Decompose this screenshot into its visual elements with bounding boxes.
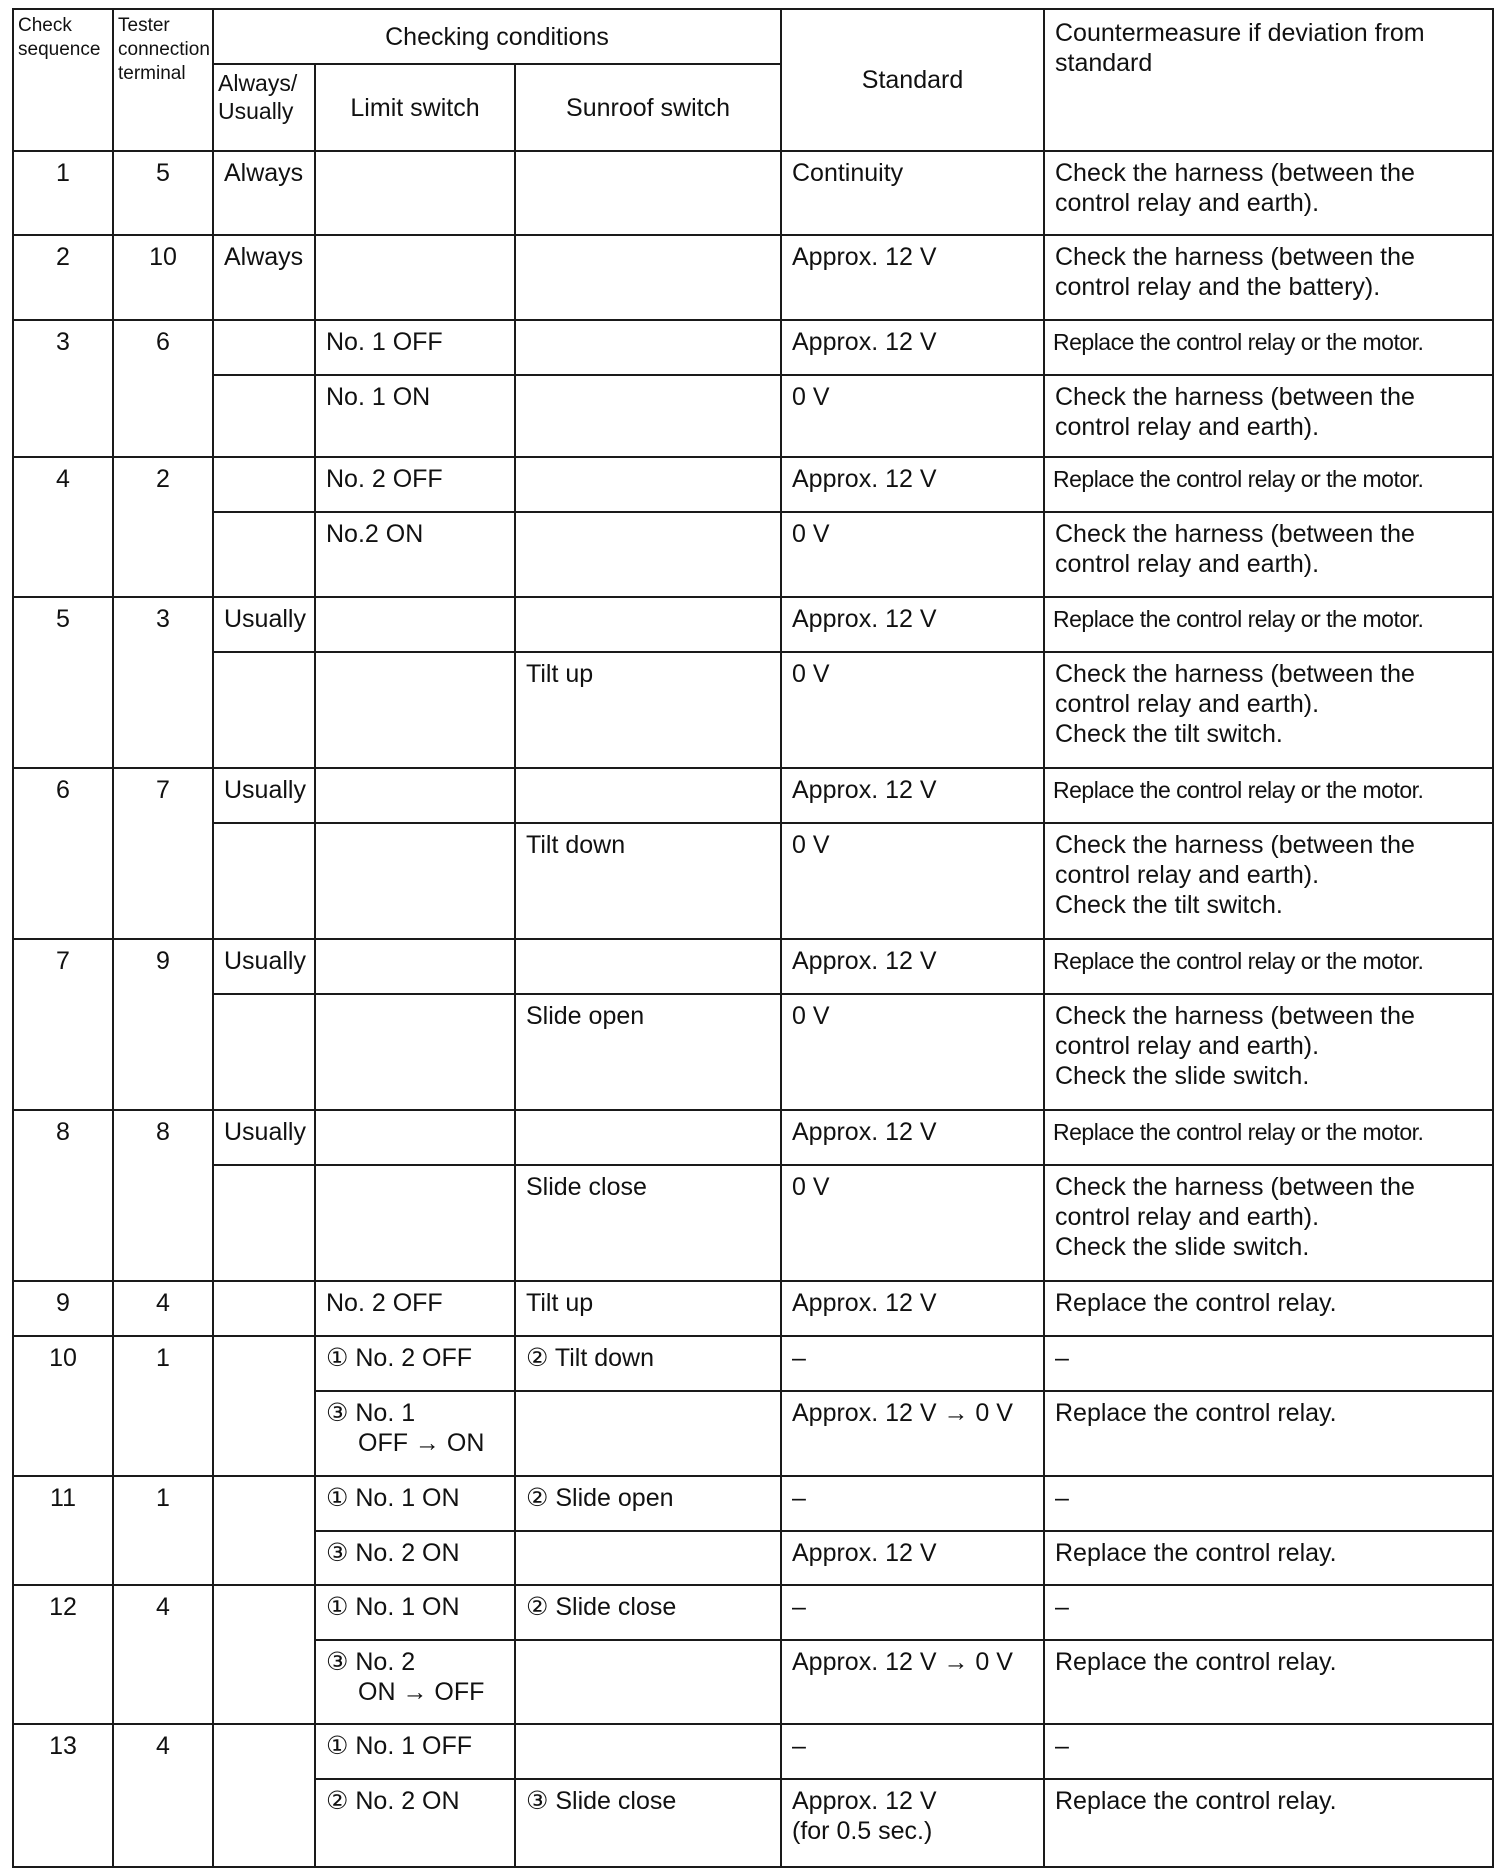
cell-sunroof: Tilt up (515, 1281, 781, 1336)
cell-limit-line2: ON → OFF (358, 1678, 485, 1706)
cell-sunroof (515, 768, 781, 823)
table-row (13, 652, 1493, 768)
cell-standard: 0 V (781, 512, 1044, 597)
cell-sunroof (515, 1110, 781, 1165)
cell-sunroof (515, 375, 781, 457)
header-countermeasure: Countermeasure if deviation from standard (1044, 9, 1493, 151)
cell-countermeasure: Replace the control relay. (1044, 1391, 1493, 1476)
cell-limit (315, 235, 515, 320)
cell-limit-line1: ③ No. 1 (326, 1399, 416, 1427)
cell-limit (315, 768, 515, 823)
cell-limit (315, 151, 515, 235)
cell-limit (315, 652, 515, 768)
cell-terminal: 1 (113, 1336, 213, 1476)
table-row (13, 375, 1493, 457)
cell-countermeasure: Replace the control relay or the motor. (1044, 768, 1493, 823)
cell-sunroof (515, 151, 781, 235)
cell-limit: ① No. 1 OFF (315, 1724, 515, 1779)
cell-standard: – (781, 1476, 1044, 1531)
cell-sunroof (515, 1724, 781, 1779)
table-row (13, 1585, 1493, 1640)
table-row (13, 235, 1493, 320)
cell-limit-line1: ③ No. 2 (326, 1648, 416, 1676)
cell-countermeasure: Replace the control relay. (1044, 1640, 1493, 1724)
cell-terminal: 8 (113, 1110, 213, 1281)
cell-limit: No. 1 ON (315, 375, 515, 457)
cell-limit (315, 597, 515, 652)
cell-seq: 2 (13, 235, 113, 320)
cell-countermeasure: – (1044, 1476, 1493, 1531)
cell-countermeasure: Replace the control relay or the motor. (1044, 939, 1493, 994)
cell-countermeasure: Replace the control relay or the motor. (1044, 597, 1493, 652)
cell-standard: Approx. 12 V (781, 939, 1044, 994)
header-checking-conditions: Checking conditions (213, 9, 781, 64)
cell-countermeasure: Replace the control relay. (1044, 1779, 1493, 1867)
cell-countermeasure: Replace the control relay. (1044, 1531, 1493, 1585)
cell-countermeasure: Check the harness (between the control relay and the battery). (1044, 235, 1493, 320)
cell-sunroof: ③ Slide close (515, 1779, 781, 1867)
cell-terminal: 4 (113, 1585, 213, 1724)
cell-seq: 3 (13, 320, 113, 457)
cell-standard: – (781, 1336, 1044, 1391)
table-row (13, 1165, 1493, 1281)
cell-seq: 5 (13, 597, 113, 768)
cell-seq: 12 (13, 1585, 113, 1724)
cell-terminal: 1 (113, 1476, 213, 1585)
cell-standard: Approx. 12 V → 0 V (781, 1391, 1044, 1476)
cell-terminal: 10 (113, 235, 213, 320)
cell-always-usually (213, 512, 315, 597)
cell-standard: Approx. 12 V (781, 235, 1044, 320)
cell-limit (315, 1640, 515, 1724)
cell-countermeasure: Check the harness (between the control relay and earth). (1044, 512, 1493, 597)
cell-terminal: 3 (113, 597, 213, 768)
cell-seq: 13 (13, 1724, 113, 1867)
cell-countermeasure: Check the harness (between the control relay and earth). (1044, 375, 1493, 457)
cell-countermeasure: Replace the control relay or the motor. (1044, 1110, 1493, 1165)
cell-sunroof: ② Slide open (515, 1476, 781, 1531)
cell-always-usually (213, 823, 315, 939)
cell-standard: Approx. 12 V (781, 320, 1044, 375)
cell-standard: – (781, 1724, 1044, 1779)
cell-standard: Approx. 12 V (781, 1531, 1044, 1585)
table-row (13, 151, 1493, 235)
cell-standard: 0 V (781, 994, 1044, 1110)
cell-standard: Approx. 12 V (781, 1281, 1044, 1336)
cell-limit: ① No. 1 ON (315, 1476, 515, 1531)
cell-terminal: 6 (113, 320, 213, 457)
cell-standard: 0 V (781, 1165, 1044, 1281)
cell-sunroof (515, 512, 781, 597)
cell-terminal: 5 (113, 151, 213, 235)
cell-sunroof (515, 1391, 781, 1476)
cell-standard: – (781, 1585, 1044, 1640)
cell-countermeasure: Check the harness (between the control relay and earth). Check the slide switch. (1044, 994, 1493, 1110)
cell-standard: 0 V (781, 375, 1044, 457)
cell-standard: Approx. 12 V (781, 457, 1044, 512)
cell-limit: No. 2 OFF (315, 457, 515, 512)
cell-always-usually (213, 1281, 315, 1336)
header-tester-terminal: Tester connection terminal (113, 9, 213, 151)
table-row (13, 1110, 1493, 1165)
cell-standard: Approx. 12 V (for 0.5 sec.) (781, 1779, 1044, 1867)
cell-standard: Approx. 12 V (781, 597, 1044, 652)
cell-sunroof: Slide open (515, 994, 781, 1110)
table-row (13, 320, 1493, 375)
cell-always-usually (213, 1724, 315, 1867)
cell-limit: No. 1 OFF (315, 320, 515, 375)
cell-limit (315, 939, 515, 994)
cell-seq: 8 (13, 1110, 113, 1281)
table-row (13, 1281, 1493, 1336)
cell-sunroof: Tilt down (515, 823, 781, 939)
table-wrapper (12, 8, 1492, 1868)
cell-countermeasure: Replace the control relay or the motor. (1044, 457, 1493, 512)
cell-limit-line2: OFF → ON (358, 1429, 485, 1457)
cell-limit: ③ No. 2 ON (315, 1531, 515, 1585)
cell-sunroof (515, 1531, 781, 1585)
cell-sunroof (515, 320, 781, 375)
cell-limit (315, 1391, 515, 1476)
cell-always-usually: Usually (213, 597, 315, 652)
cell-sunroof (515, 457, 781, 512)
cell-countermeasure: Check the harness (between the control relay and earth). (1044, 151, 1493, 235)
cell-countermeasure: Replace the control relay. (1044, 1281, 1493, 1336)
cell-always-usually (213, 994, 315, 1110)
table-row (13, 512, 1493, 597)
table-row (13, 1476, 1493, 1531)
cell-standard: 0 V (781, 823, 1044, 939)
cell-always-usually: Usually (213, 768, 315, 823)
cell-standard: Approx. 12 V (781, 1110, 1044, 1165)
cell-countermeasure: – (1044, 1336, 1493, 1391)
cell-sunroof (515, 939, 781, 994)
cell-sunroof: ② Slide close (515, 1585, 781, 1640)
cell-seq: 11 (13, 1476, 113, 1585)
cell-seq: 10 (13, 1336, 113, 1476)
table-row (13, 994, 1493, 1110)
cell-always-usually: Always (213, 235, 315, 320)
cell-always-usually (213, 1165, 315, 1281)
cell-terminal: 7 (113, 768, 213, 939)
cell-always-usually (213, 320, 315, 375)
cell-sunroof: ② Tilt down (515, 1336, 781, 1391)
cell-countermeasure: Replace the control relay or the motor. (1044, 320, 1493, 375)
table-row (13, 1336, 1493, 1391)
cell-always-usually: Usually (213, 939, 315, 994)
cell-countermeasure: Check the harness (between the control relay and earth). Check the tilt switch. (1044, 652, 1493, 768)
cell-terminal: 2 (113, 457, 213, 597)
cell-terminal: 4 (113, 1281, 213, 1336)
cell-countermeasure: – (1044, 1585, 1493, 1640)
cell-limit (315, 1110, 515, 1165)
cell-standard: Approx. 12 V (781, 768, 1044, 823)
cell-limit: No. 2 OFF (315, 1281, 515, 1336)
cell-terminal: 4 (113, 1724, 213, 1867)
cell-sunroof (515, 597, 781, 652)
cell-limit (315, 823, 515, 939)
table-row (13, 457, 1493, 512)
header-sunroof-switch: Sunroof switch (515, 64, 781, 151)
cell-standard: Approx. 12 V → 0 V (781, 1640, 1044, 1724)
cell-limit: ① No. 1 ON (315, 1585, 515, 1640)
cell-sunroof: Slide close (515, 1165, 781, 1281)
table-row (13, 823, 1493, 939)
cell-sunroof (515, 235, 781, 320)
header-standard: Standard (781, 9, 1044, 151)
cell-limit: ① No. 2 OFF (315, 1336, 515, 1391)
cell-sunroof: Tilt up (515, 652, 781, 768)
cell-limit: No.2 ON (315, 512, 515, 597)
cell-seq: 9 (13, 1281, 113, 1336)
sunroof-check-table (12, 8, 1494, 1868)
table-row (13, 1724, 1493, 1779)
cell-always-usually (213, 457, 315, 512)
cell-countermeasure: Check the harness (between the control relay and earth). Check the slide switch. (1044, 1165, 1493, 1281)
cell-countermeasure: Check the harness (between the control relay and earth). Check the tilt switch. (1044, 823, 1493, 939)
cell-always-usually (213, 1585, 315, 1724)
header-limit-switch: Limit switch (315, 64, 515, 151)
header-always-usually: Always/ Usually (213, 64, 315, 151)
header-check-sequence: Check sequence (13, 9, 113, 151)
table-row (13, 597, 1493, 652)
cell-seq: 1 (13, 151, 113, 235)
cell-always-usually: Usually (213, 1110, 315, 1165)
header-row-1 (13, 9, 1493, 64)
cell-seq: 6 (13, 768, 113, 939)
cell-countermeasure: – (1044, 1724, 1493, 1779)
table-row (13, 939, 1493, 994)
cell-always-usually (213, 1336, 315, 1476)
cell-standard: Continuity (781, 151, 1044, 235)
cell-always-usually (213, 375, 315, 457)
cell-seq: 4 (13, 457, 113, 597)
cell-terminal: 9 (113, 939, 213, 1110)
cell-always-usually (213, 652, 315, 768)
cell-limit: ② No. 2 ON (315, 1779, 515, 1867)
cell-always-usually (213, 1476, 315, 1585)
cell-always-usually: Always (213, 151, 315, 235)
table-row (13, 768, 1493, 823)
cell-sunroof (515, 1640, 781, 1724)
cell-seq: 7 (13, 939, 113, 1110)
cell-limit (315, 994, 515, 1110)
cell-standard: 0 V (781, 652, 1044, 768)
cell-limit (315, 1165, 515, 1281)
